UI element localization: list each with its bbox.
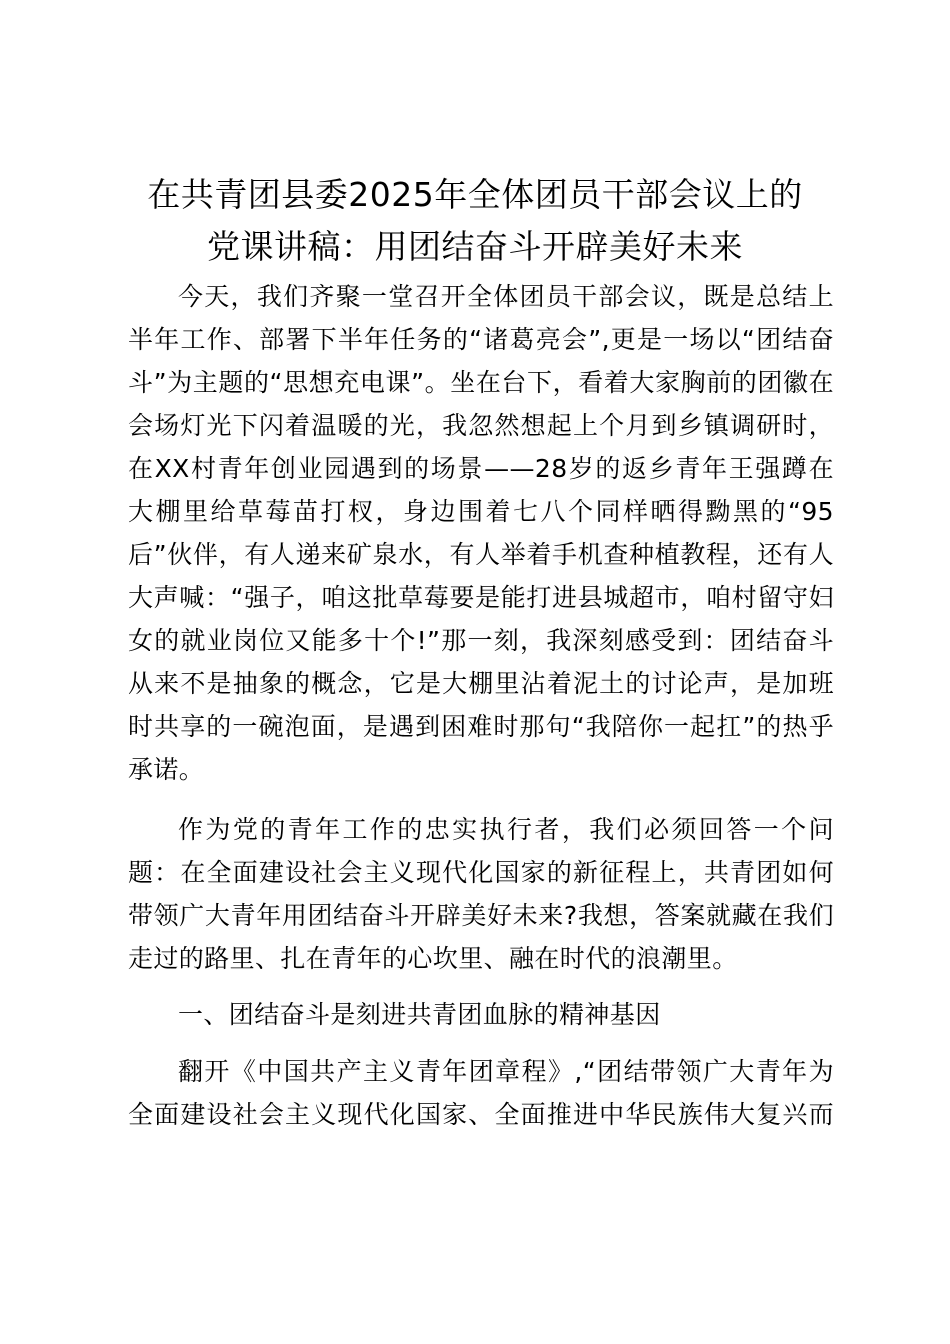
paragraph-1-line-7: 后”伙伴，有人递来矿泉水，有人举着手机查种植教程，还有人 [128,540,834,569]
paragraph-2-line-4: 走过的路里、扎在青年的心坎里、融在时代的浪潮里。 [128,944,738,973]
section-heading-1: 一、团结奋斗是刻进共青团血脉的精神基因 [178,1000,661,1029]
paragraph-1-line-10: 从来不是抽象的概念，它是大棚里沾着泥土的讨论声，是加班 [128,669,834,698]
paragraph-1-line-1: 今天，我们齐聚一堂召开全体团员干部会议，既是总结上 [178,282,834,311]
paragraph-1-line-11: 时共享的一碗泡面，是遇到困难时那句“我陪你一起扛”的热乎 [128,712,834,741]
paragraph-1-line-2: 半年工作、部署下半年任务的“诸葛亮会”,更是一场以“团结奋 [128,325,834,354]
document-title-line-2: 党课讲稿：用团结奋斗开辟美好未来 [207,227,743,266]
paragraph-1-line-6: 大棚里给草莓苗打杈，身边围着七八个同样晒得黝黑的“95 [128,497,834,526]
paragraph-1-line-9: 女的就业岗位又能多十个!”那一刻，我深刻感受到：团结奋斗 [128,626,834,655]
paragraph-1-line-8: 大声喊：“强子，咱这批草莓要是能打进县城超市，咱村留守妇 [128,583,834,612]
paragraph-2-line-2: 题：在全面建设社会主义现代化国家的新征程上，共青团如何 [128,858,834,887]
paragraph-2-line-3: 带领广大青年用团结奋斗开辟美好未来?我想，答案就藏在我们 [128,901,834,930]
document-title-line-1: 在共青团县委2025年全体团员干部会议上的 [147,175,803,214]
paragraph-2-line-1: 作为党的青年工作的忠实执行者，我们必须回答一个问 [178,815,834,844]
paragraph-3-line-2: 全面建设社会主义现代化国家、全面推进中华民族伟大复兴而 [128,1100,834,1129]
paragraph-1-line-3: 斗”为主题的“思想充电课”。坐在台下，看着大家胸前的团徽在 [128,368,834,397]
paragraph-1-line-4: 会场灯光下闪着温暖的光，我忽然想起上个月到乡镇调研时， [128,411,834,440]
paragraph-3-line-1: 翻开《中国共产主义青年团章程》,“团结带领广大青年为 [178,1057,834,1086]
paragraph-1-line-5: 在XX村青年创业园遇到的场景——28岁的返乡青年王强蹲在 [128,454,834,483]
paragraph-1-line-12: 承诺。 [128,755,205,784]
